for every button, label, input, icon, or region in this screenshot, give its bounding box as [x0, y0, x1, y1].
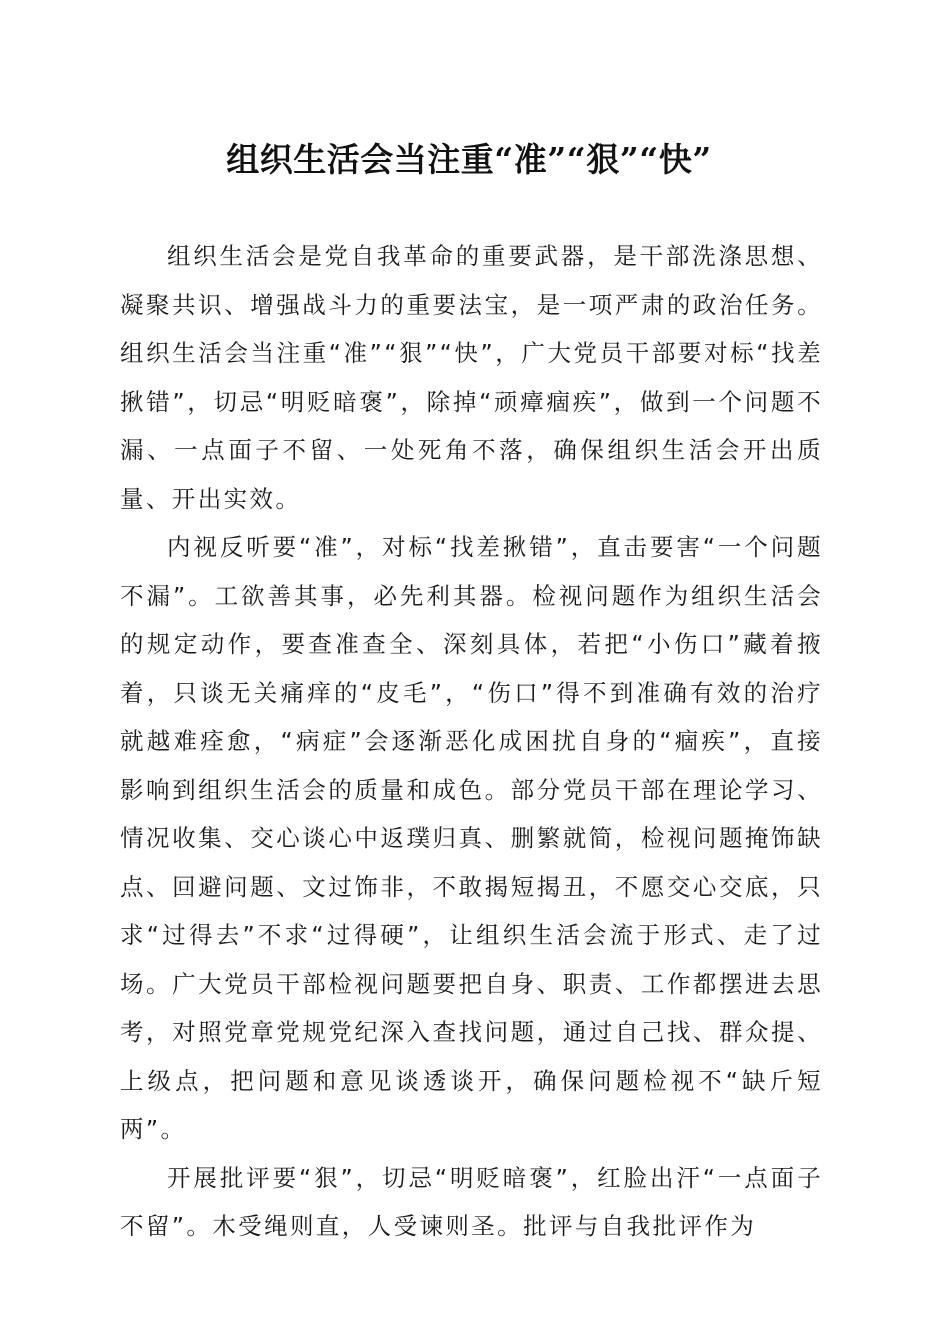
paragraph-criticism: 开展批评要“狠”，切忌“明贬暗褒”，红脸出汗“一点面子不留”。木受绳则直，人受谏则圣。批评与自我批评作为 — [120, 1163, 823, 1240]
document-title: 组织生活会当注重“准”“狠”“快” — [226, 140, 712, 179]
paragraph-intro: 组织生活会是党自我革命的重要武器，是干部洗涤思想、凝聚共识、增强战斗力的重要法宝，是一项严肃的政治任务。组织生活会当注重“准”“狠”“快”，广大党员干部要对标“找差揪错”，切忌“明贬暗褒”，除掉“顽瘴痼疾”，做到一个问题不漏、一点面子不留、一处死角不落，确保组织生活会开出质量、开出实效。 — [120, 242, 823, 513]
document-body — [120, 232, 823, 1251]
paragraph-accurate: 内视反听要“准”，对标“找差揪错”，直击要害“一个问题不漏”。工欲善其事，必先利其器。检视问题作为组织生活会的规定动作，要查准查全、深刻具体，若把“小伤口”藏着掖着，只谈无关痛痒的“皮毛”，“伤口”得不到准确有效的治疗就越难痊愈，“病症”会逐渐恶化成困扰自身的“痼疾”，直接影响到组织生活会的质量和成色。部分党员干部在理论学习、情况收集、交心谈心中返璞归真、删繁就简，检视问题掩饰缺点、回避问题、文过饰非，不敢揭短揭丑，不愿交心交底，只求“过得去”不求“过得硬”，让组织生活会流于形式、走了过场。广大党员干部检视问题要把自身、职责、工作都摆进去思考，对照党章党规党纪深入查找问题，通过自己找、群众提、上级点，把问题和意见谈透谈开，确保问题检视不“缺斤短两”。 — [120, 533, 823, 1143]
